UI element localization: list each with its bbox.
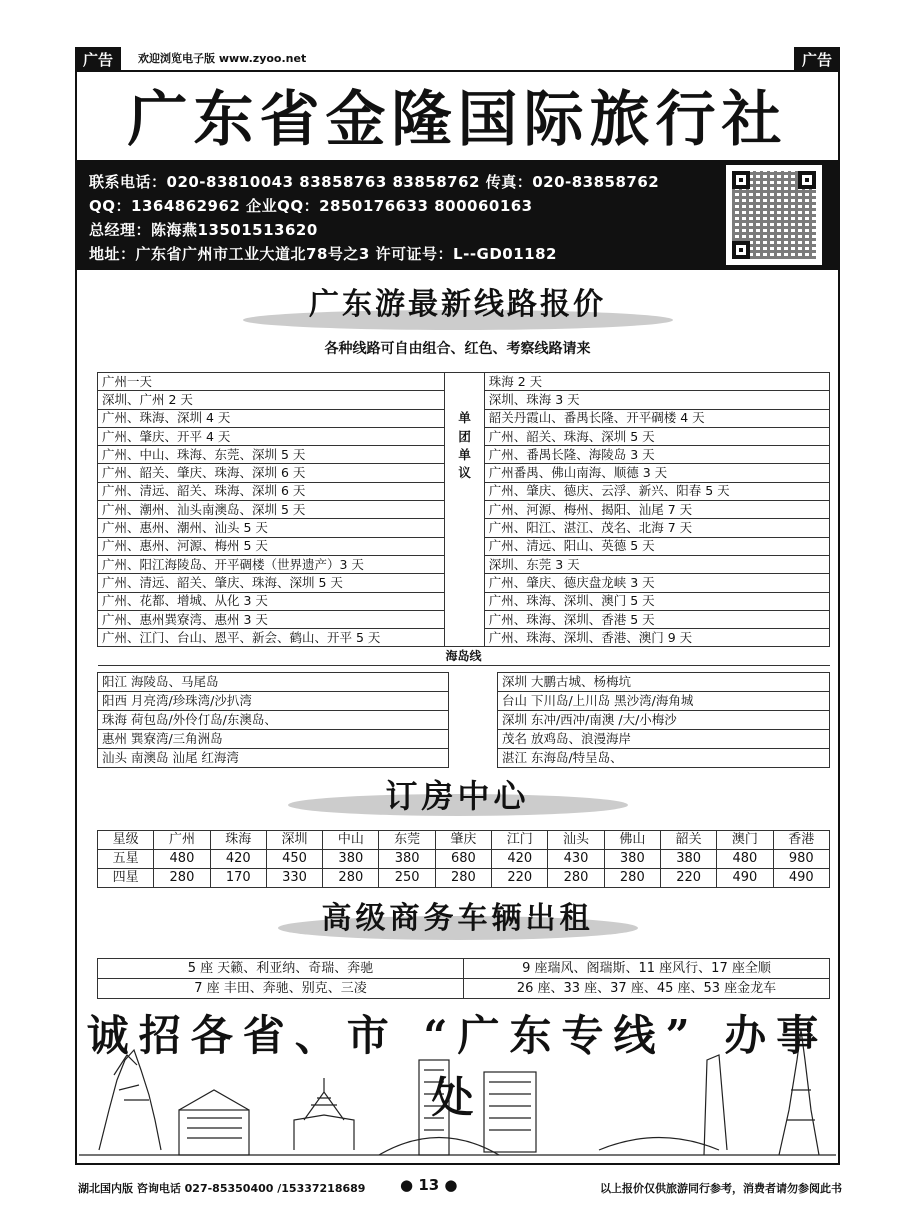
hotel-price-table bbox=[97, 830, 830, 888]
island-gap bbox=[449, 692, 498, 711]
island-routes-table bbox=[97, 672, 830, 768]
route-right-cell: 广州、番禺长隆、海陵岛 3 天 bbox=[484, 446, 829, 464]
hotel-cell: 680 bbox=[435, 850, 491, 869]
routes-title: 广东游最新线路报价 bbox=[309, 287, 606, 322]
route-row bbox=[98, 446, 830, 464]
route-right-cell: 深圳、珠海 3 天 bbox=[484, 391, 829, 409]
hotel-header-cell: 韶关 bbox=[660, 831, 716, 850]
route-middle-cell bbox=[445, 610, 484, 628]
route-middle-cell bbox=[445, 391, 484, 409]
island-right-cell: 深圳 东冲/西冲/南澳 /大/小梅沙 bbox=[498, 711, 830, 730]
route-left-cell: 广州、肇庆、开平 4 天 bbox=[98, 427, 445, 445]
route-left-cell: 广州、阳江海陵岛、开平碉楼（世界遗产）3 天 bbox=[98, 555, 445, 573]
island-right-cell: 台山 下川岛/上川岛 黑沙湾/海角城 bbox=[498, 692, 830, 711]
route-right-cell: 广州、肇庆、德庆盘龙峡 3 天 bbox=[484, 574, 829, 592]
hotel-header-cell: 星级 bbox=[98, 831, 154, 850]
car-banner bbox=[77, 896, 838, 946]
contact-manager-line: 总经理：陈海燕13501513620 bbox=[89, 221, 318, 239]
route-middle-cell bbox=[445, 482, 484, 500]
hotel-row bbox=[98, 869, 830, 888]
hotel-header-cell: 东莞 bbox=[379, 831, 435, 850]
hotel-header-cell: 深圳 bbox=[266, 831, 322, 850]
route-middle-cell bbox=[445, 501, 484, 519]
route-left-cell: 广州、惠州、潮州、汕头 5 天 bbox=[98, 519, 445, 537]
island-left-cell: 阳西 月亮湾/珍珠湾/沙扒湾 bbox=[98, 692, 449, 711]
route-row bbox=[98, 555, 830, 573]
route-row bbox=[98, 409, 830, 427]
route-row bbox=[98, 592, 830, 610]
route-right-cell: 广州、河源、梅州、揭阳、汕尾 7 天 bbox=[484, 501, 829, 519]
route-middle-cell bbox=[445, 373, 484, 391]
qr-code-icon bbox=[726, 165, 822, 265]
route-left-cell: 广州、惠州、河源、梅州 5 天 bbox=[98, 537, 445, 555]
island-row bbox=[98, 730, 830, 749]
route-right-cell: 广州、珠海、深圳、香港 5 天 bbox=[484, 610, 829, 628]
contact-phone-line: 联系电话：020-83810043 83858763 83858762 传真：020-83858762 bbox=[89, 173, 660, 191]
route-middle-cell bbox=[445, 519, 484, 537]
hotel-cell: 490 bbox=[773, 869, 829, 888]
hotel-cell: 280 bbox=[435, 869, 491, 888]
route-right-cell: 广州、韶关、珠海、深圳 5 天 bbox=[484, 427, 829, 445]
route-left-cell: 广州、珠海、深圳 4 天 bbox=[98, 409, 445, 427]
island-row bbox=[98, 749, 830, 768]
hotel-header-cell: 汕头 bbox=[548, 831, 604, 850]
hotel-header-cell: 中山 bbox=[323, 831, 379, 850]
route-middle-cell: 团 bbox=[445, 427, 484, 445]
island-right-cell: 湛江 东海岛/特呈岛、 bbox=[498, 749, 830, 768]
route-row bbox=[98, 373, 830, 391]
hotel-header-cell: 肇庆 bbox=[435, 831, 491, 850]
hotel-title: 订房中心 bbox=[385, 777, 530, 815]
hotel-cell: 280 bbox=[604, 869, 660, 888]
island-gap bbox=[449, 730, 498, 749]
route-left-cell: 广州、江门、台山、恩平、新会、鹤山、开平 5 天 bbox=[98, 629, 445, 647]
hotel-header-cell: 香港 bbox=[773, 831, 829, 850]
hotel-cell: 420 bbox=[492, 850, 548, 869]
island-row bbox=[98, 673, 830, 692]
hotel-cell: 280 bbox=[548, 869, 604, 888]
route-row bbox=[98, 519, 830, 537]
hotel-cell: 430 bbox=[548, 850, 604, 869]
route-left-cell: 广州、韶关、肇庆、珠海、深圳 6 天 bbox=[98, 464, 445, 482]
route-middle-cell: 单 bbox=[445, 409, 484, 427]
route-middle-cell: 议 bbox=[445, 464, 484, 482]
route-middle-cell: 单 bbox=[445, 446, 484, 464]
hotel-cell: 980 bbox=[773, 850, 829, 869]
car-rental-table bbox=[97, 958, 830, 999]
hotel-cell: 380 bbox=[660, 850, 716, 869]
island-gap bbox=[449, 749, 498, 768]
agency-name: 广东省金隆国际旅行社 bbox=[127, 85, 788, 155]
route-right-cell: 广州、肇庆、德庆、云浮、新兴、阳春 5 天 bbox=[484, 482, 829, 500]
route-row bbox=[98, 629, 830, 647]
route-right-cell: 广州、清远、阳山、英德 5 天 bbox=[484, 537, 829, 555]
island-gap bbox=[449, 673, 498, 692]
hotel-cell: 280 bbox=[154, 869, 210, 888]
footer-page-number: ● 13 ● bbox=[400, 1176, 458, 1194]
hotel-cell: 380 bbox=[379, 850, 435, 869]
route-right-cell: 广州、珠海、深圳、澳门 5 天 bbox=[484, 592, 829, 610]
route-row bbox=[98, 610, 830, 628]
route-left-cell: 广州、惠州巽寮湾、惠州 3 天 bbox=[98, 610, 445, 628]
hotel-cell: 170 bbox=[210, 869, 266, 888]
route-row bbox=[98, 482, 830, 500]
route-right-cell: 广州、阳江、湛江、茂名、北海 7 天 bbox=[484, 519, 829, 537]
hotel-cell: 280 bbox=[323, 869, 379, 888]
island-caption: 海岛线 bbox=[98, 647, 830, 665]
routes-subtitle: 各种线路可自由组合、红色、考察线路请来 bbox=[324, 341, 591, 357]
hotel-cell: 420 bbox=[210, 850, 266, 869]
car-row bbox=[98, 979, 830, 999]
route-middle-cell bbox=[445, 574, 484, 592]
route-left-cell: 广州一天 bbox=[98, 373, 445, 391]
island-left-cell: 惠州 巽寮湾/三角洲岛 bbox=[98, 730, 449, 749]
island-left-cell: 汕头 南澳岛 汕尾 红海湾 bbox=[98, 749, 449, 768]
car-cell: 9 座瑞风、阁瑞斯、11 座风行、17 座全顺 bbox=[464, 959, 830, 979]
hotel-cell: 380 bbox=[604, 850, 660, 869]
hotel-row bbox=[98, 850, 830, 869]
contact-qq-line: QQ：1364862962 企业QQ：2850176633 800060163 bbox=[89, 197, 533, 215]
car-cell: 7 座 丰田、奔驰、别克、三凌 bbox=[98, 979, 464, 999]
route-row bbox=[98, 464, 830, 482]
car-cell: 5 座 天籁、利亚纳、奇瑞、奔驰 bbox=[98, 959, 464, 979]
island-left-cell: 珠海 荷包岛/外伶仃岛/东澳岛、 bbox=[98, 711, 449, 730]
hotel-header-cell: 珠海 bbox=[210, 831, 266, 850]
route-left-cell: 广州、潮州、汕头南澳岛、深圳 5 天 bbox=[98, 501, 445, 519]
route-middle-cell bbox=[445, 629, 484, 647]
route-row bbox=[98, 391, 830, 409]
routes-table bbox=[97, 372, 830, 666]
route-left-cell: 广州、清远、韶关、肇庆、珠海、深圳 5 天 bbox=[98, 574, 445, 592]
route-left-cell: 广州、中山、珠海、东莞、深圳 5 天 bbox=[98, 446, 445, 464]
hotel-cell: 250 bbox=[379, 869, 435, 888]
contact-block bbox=[77, 160, 838, 270]
car-row bbox=[98, 959, 830, 979]
routes-banner bbox=[77, 282, 838, 332]
page-number: 13 bbox=[418, 1176, 440, 1194]
route-right-cell: 珠海 2 天 bbox=[484, 373, 829, 391]
route-left-cell: 深圳、广州 2 天 bbox=[98, 391, 445, 409]
ad-label-left: 广告 bbox=[75, 47, 121, 72]
car-cell: 26 座、33 座、37 座、45 座、53 座金龙车 bbox=[464, 979, 830, 999]
island-gap bbox=[449, 711, 498, 730]
hotel-cell: 四星 bbox=[98, 869, 154, 888]
footer-right: 以上报价仅供旅游同行参考，消费者请勿参阅此书 bbox=[600, 1182, 842, 1195]
island-left-cell: 阳江 海陵岛、马尾岛 bbox=[98, 673, 449, 692]
route-right-cell: 广州、珠海、深圳、香港、澳门 9 天 bbox=[484, 629, 829, 647]
hotel-cell: 480 bbox=[717, 850, 773, 869]
hotel-cell: 450 bbox=[266, 850, 322, 869]
hotel-header-cell: 广州 bbox=[154, 831, 210, 850]
hotel-cell: 490 bbox=[717, 869, 773, 888]
hotel-cell: 220 bbox=[492, 869, 548, 888]
hotel-header-cell: 江门 bbox=[492, 831, 548, 850]
hotel-cell: 330 bbox=[266, 869, 322, 888]
hotel-banner bbox=[77, 772, 838, 822]
island-row bbox=[98, 692, 830, 711]
route-right-cell: 韶关丹霞山、番禺长隆、开平碉楼 4 天 bbox=[484, 409, 829, 427]
website-text: 欢迎浏览电子版 www.zyoo.net bbox=[138, 52, 307, 65]
hotel-cell: 380 bbox=[323, 850, 379, 869]
route-row bbox=[98, 427, 830, 445]
route-right-cell: 广州番禺、佛山南海、顺德 3 天 bbox=[484, 464, 829, 482]
recruit-slogan: 诚招各省、市 “广东专线” 办事处 bbox=[86, 1011, 829, 1122]
route-middle-cell bbox=[445, 555, 484, 573]
hotel-cell: 220 bbox=[660, 869, 716, 888]
car-title: 高级商务车辆出租 bbox=[321, 901, 594, 936]
hotel-header-cell: 佛山 bbox=[604, 831, 660, 850]
island-right-cell: 茂名 放鸡岛、浪漫海岸 bbox=[498, 730, 830, 749]
contact-address-line: 地址：广东省广州市工业大道北78号之3 许可证号：L--GD01182 bbox=[89, 245, 557, 263]
hotel-cell: 480 bbox=[154, 850, 210, 869]
route-middle-cell bbox=[445, 537, 484, 555]
route-row bbox=[98, 501, 830, 519]
route-right-cell: 深圳、东莞 3 天 bbox=[484, 555, 829, 573]
ad-label-right: 广告 bbox=[794, 47, 840, 72]
hotel-cell: 五星 bbox=[98, 850, 154, 869]
hotel-header-cell: 澳门 bbox=[717, 831, 773, 850]
island-right-cell: 深圳 大鹏古城、杨梅坑 bbox=[498, 673, 830, 692]
route-left-cell: 广州、花都、增城、从化 3 天 bbox=[98, 592, 445, 610]
footer-left: 湖北国内版 咨询电话 027-85350400 /15337218689 bbox=[78, 1182, 366, 1195]
route-row bbox=[98, 537, 830, 555]
island-row bbox=[98, 711, 830, 730]
route-middle-cell bbox=[445, 592, 484, 610]
route-left-cell: 广州、清远、韶关、珠海、深圳 6 天 bbox=[98, 482, 445, 500]
route-row bbox=[98, 574, 830, 592]
